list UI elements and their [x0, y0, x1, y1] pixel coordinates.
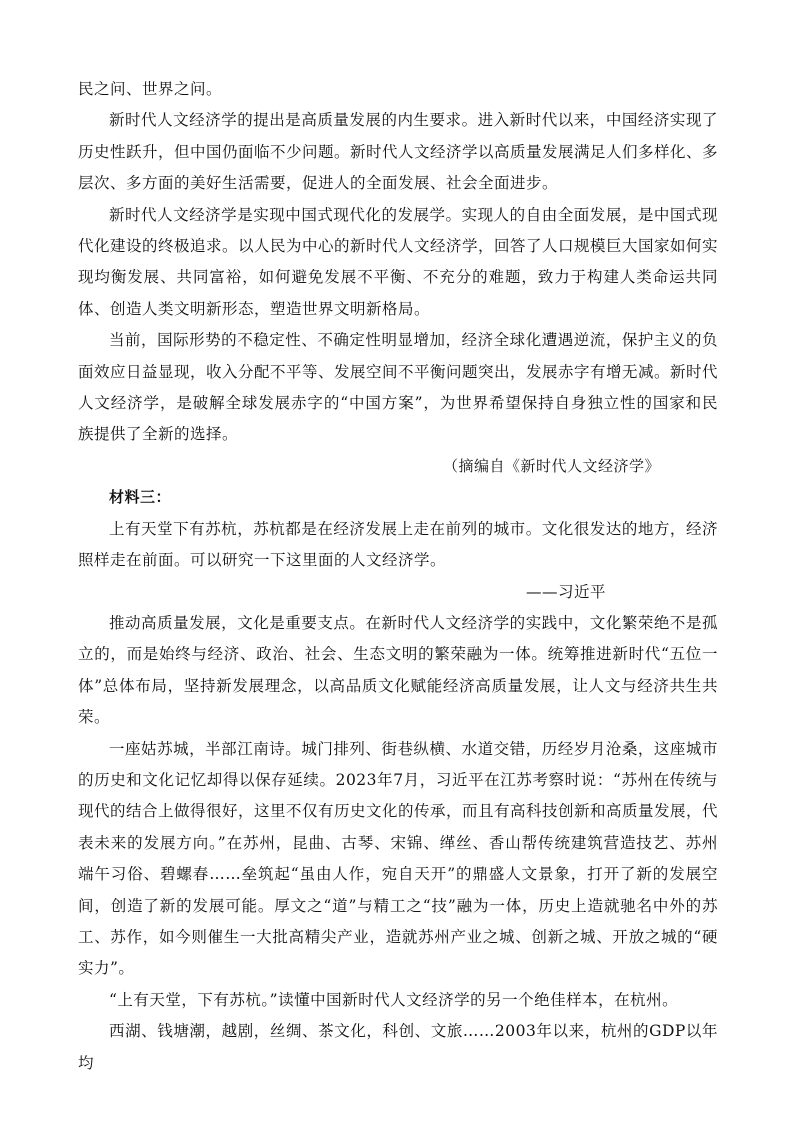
- material-three-heading: 材料三：: [109, 488, 172, 507]
- quote-author: ——习近平: [525, 582, 606, 601]
- paragraph-continuation: 民之问、世界之问。: [78, 80, 223, 98]
- quote-paragraph: 上有天堂下有苏杭，苏杭都是在经济发展上走在前列的城市。文化很发达的地方，经济照样走在前面。可以研究一下这里面的人文经济学。: [78, 519, 718, 570]
- paragraph-hangzhou-intro: “上有天堂，下有苏杭。”读懂中国新时代人文经济学的另一个绝佳样本，在杭州。: [109, 990, 679, 1009]
- document-page: [78, 74, 718, 1079]
- paragraph-suzhou: 一座姑苏城，半部江南诗。城门排列、街巷纵横、水道交错，历经岁月沧桑，这座城市的历史和文化记忆却得以保存延续。2023年7月，习近平在江苏考察时说：“苏州在传统与现代的结合上做得很好，这里不仅有历史文化的传承，而且有高科技创新和高质量发展，代表未来的发展方向。”在苏州，昆曲、古琴、宋锦、缂丝、香山帮传统建筑营造技艺、苏州端午习俗、碧螺春……垒筑起“虽由人作，宛自天开”的鼎盛人文景象，打开了新的发展空间，创造了新的发展可能。厚文之“道”与精工之“技”融为一体，历史上造就驰名中外的苏工、苏作，如今则催生一大批高精尖产业，造就苏州产业之城、创新之城、开放之城的“硬实力”。: [78, 739, 719, 978]
- paragraph-high-quality-development: 新时代人文经济学的提出是高质量发展的内生要求。进入新时代以来，中国经济实现了历史性跃升，但中国仍面临不少问题。新时代人文经济学以高质量发展满足人们多样化、多层次、多方面的美好生活需要，促进人的全面发展、社会全面进步。: [78, 111, 719, 193]
- paragraph-global-context: 当前，国际形势的不稳定性、不确定性明显增加，经济全球化遭遇逆流，保护主义的负面效应日益显现，收入分配不平等、发展空间不平衡问题突出，发展赤字有增无减。新时代人文经济学，是破解全球发展赤字的“中国方案”，为世界希望保持自身独立性的国家和民族提供了全新的选择。: [78, 331, 719, 444]
- paragraph-culture-pivot: 推动高质量发展，文化是重要支点。在新时代人文经济学的实践中，文化繁荣绝不是孤立的，而是始终与经济、政治、社会、生态文明的繁荣融为一体。统筹推进新时代“五位一体”总体布局，坚持新发展理念，以高品质文化赋能经济高质量发展，让人文与经济共生共荣。: [78, 613, 718, 727]
- paragraph-chinese-modernization: 新时代人文经济学是实现中国式现代化的发展学。实现人的自由全面发展，是中国式现代化建设的终极追求。以人民为中心的新时代人文经济学，回答了人口规模巨大国家如何实现均衡发展、共同富裕，如何避免发展不平衡、不充分的难题，致力于构建人类命运共同体、创造人类文明新形态，塑造世界文明新格局。: [78, 205, 719, 318]
- paragraph-hangzhou-details: 西湖、钱塘潮，越剧，丝绸、茶文化，科创、文旅……2003年以来，杭州的GDP以年均: [78, 1022, 718, 1072]
- source-citation: （摘编自《新时代人文经济学》: [442, 456, 660, 475]
